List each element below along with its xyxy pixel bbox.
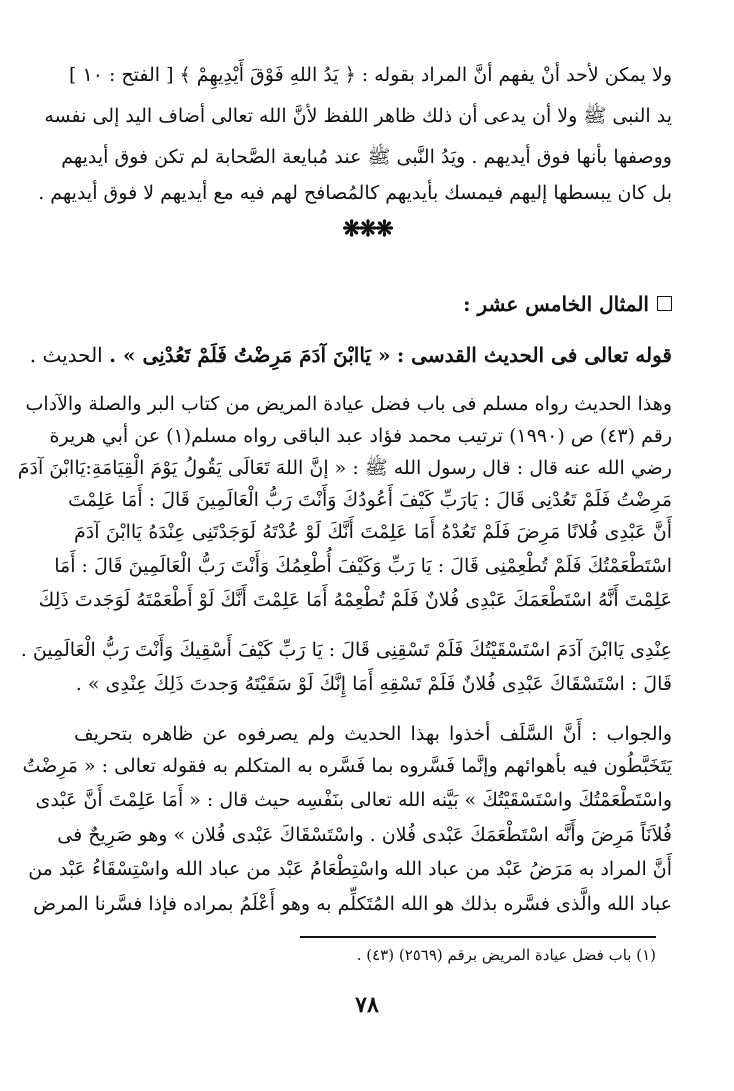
- text-line: عِنْدِى يَاابْنَ آدَمَ اسْتَسْقَيْتُكَ فَلَمْ تَسْقِنِى قَالَ : يَا رَبِّ كَيْفَ أَسْقِيكَ وَأَنْتَ رَبُّ الْعَالَمِينَ .: [20, 639, 672, 661]
- text-line: والجواب : أَنَّ السَّلَف أخذوا بهذا الحديث ولم يصرفوه عن ظاهره بتحريف: [74, 723, 672, 745]
- text-line: ووصفها بأنها فوق أيديهم . ويَدُ النَّبى ﷺ عند مُبايعة الصَّحابة لم تكن فوق أيديهم: [61, 146, 672, 168]
- text-line: مَرِضْتُ فَلَمْ تَعُدْنِى قَالَ : يَارَبِّ كَيْفَ أَعُودُكَ وَأَنْتَ رَبُّ الْعَالَمِينَ قَالَ : أَمَا عَلِمْتَ: [68, 489, 672, 511]
- text-line: عَلِمْتَ أَنَّهُ اسْتَطْعَمَكَ عَبْدِى فُلانٌ فَلَمْ تُطْعِمْهُ أَمَا عَلِمْتَ أَنَّكَ لَوْ أَطْعَمْتَهُ لَوَجَدتَ ذَلِكَ: [38, 589, 672, 611]
- text-line: رقم (٤٣) ص (١٩٩٠) ترتيب محمد فؤاد عبد الباقى رواه مسلم(١) عن أبي هريرة: [49, 425, 672, 447]
- text-line: رضي الله عنه قال : قال رسول الله ﷺ : « إنَّ اللهَ تَعَالَى يَقُولُ يَوْمَ الْقِيَامَةِ:يَاابْنَ آدَمَ: [17, 457, 672, 479]
- text-line: يَتَخَبَّطُون فيه بأهوائهم وإنَّما فَسَّروه بما فَسَّره به المتكلم به فقوله تعالى : « مَرِضْتُ: [22, 755, 672, 777]
- section-heading-text: المثال الخامس عشر :: [463, 292, 649, 316]
- text-line: وهذا الحديث رواه مسلم فى باب فضل عيادة المريض من كتاب البر والصلة والآداب: [25, 393, 672, 415]
- text-line: واسْتَطْعَمْتُكَ واسْتَسْقَيْتُكَ » بَيَّنه الله تعالى بنَفْسِه حيث قال : « أَمَا عَلِمْتَ أَنَّ عَبْدى: [35, 789, 672, 811]
- footnote: (١) باب فضل عيادة المريض برقم (٢٥٦٩) (٤٣) .: [356, 946, 656, 964]
- subheading-suffix: الحديث .: [29, 343, 103, 367]
- footnote-divider: [300, 936, 656, 938]
- text-line: ولا يمكن لأحد أنْ يفهم أنَّ المراد بقوله : ﴿ يَدُ اللهِ فَوْقَ أَيْدِيهِمْ ﴾ [ الفتح : ١٠ ]: [69, 64, 672, 86]
- text-line: أَنَّ المراد به مَرَضُ عَبْد من عباد الله واسْتِطْعَامُ عَبْد من عباد الله واسْتِسْقَاءُ عَبْد من: [28, 858, 672, 880]
- text-line: يد النبى ﷺ ولا أن يدعى أن ذلك ظاهر اللفظ لأنَّ الله تعالى أضاف اليد إلى نفسه: [44, 105, 672, 127]
- text-line: عباد الله والَّذى فسَّره بذلك هو الله المُتَكلِّم به وهو أَعْلَمُ بمراده فإذا فسَّرنا المرض: [33, 893, 672, 915]
- section-heading: [74, 287, 672, 321]
- section-ornament: ❋❋❋: [342, 216, 392, 242]
- text-line: بل كان يبسطها إليهم فيمسك بأيديهم كالمُصافح لهم فيه مع أيديهم لا فوق أيديهم .: [38, 182, 672, 204]
- subheading-prefix: قوله تعالى فى الحديث القدسى :: [396, 343, 672, 367]
- text-line: أَنَّ عَبْدِى فُلانًا مَرِضَ فَلَمْ تَعُدْهُ أَمَا عَلِمْتَ أَنَّكَ لَوْ عُدْتَهُ لَوَجَدْتَنِى عِنْدَهُ يَاابْنَ آدَمَ: [74, 521, 672, 543]
- checkbox-square-icon: [657, 296, 672, 311]
- page-number: ٧٨: [355, 992, 379, 1018]
- subheading-quote: « يَاابْنَ آدَمَ مَرِضْتُ فَلَمْ تَعُدْنِى » .: [109, 343, 391, 367]
- text-line: اسْتَطْعَمْتُكَ فَلَمْ تُطْعِمْنِى قَالَ : يَا رَبِّ وَكَيْفَ أُطْعِمُكَ وَأَنْتَ رَبُّ الْعَالَمِينَ قَالَ : أَمَا: [54, 555, 672, 577]
- hadith-subheading: [29, 337, 672, 373]
- text-line: فُلاَنَاً مَرِضَ وأَنَّه اسْتَطْعَمَكَ عَبْدى فُلان . واسْتَسْقَاكَ عَبْدى فُلان » وهو صَرِيحٌ فى: [57, 824, 672, 846]
- text-line: قَالَ : اسْتَسْقَاكَ عَبْدِى فُلانٌ فَلَمْ تَسْقِهِ أَمَا إِنَّكَ لَوْ سَقَيْتَهُ وَجدتَ ذَلِكَ عِنْدِى » .: [75, 673, 672, 695]
